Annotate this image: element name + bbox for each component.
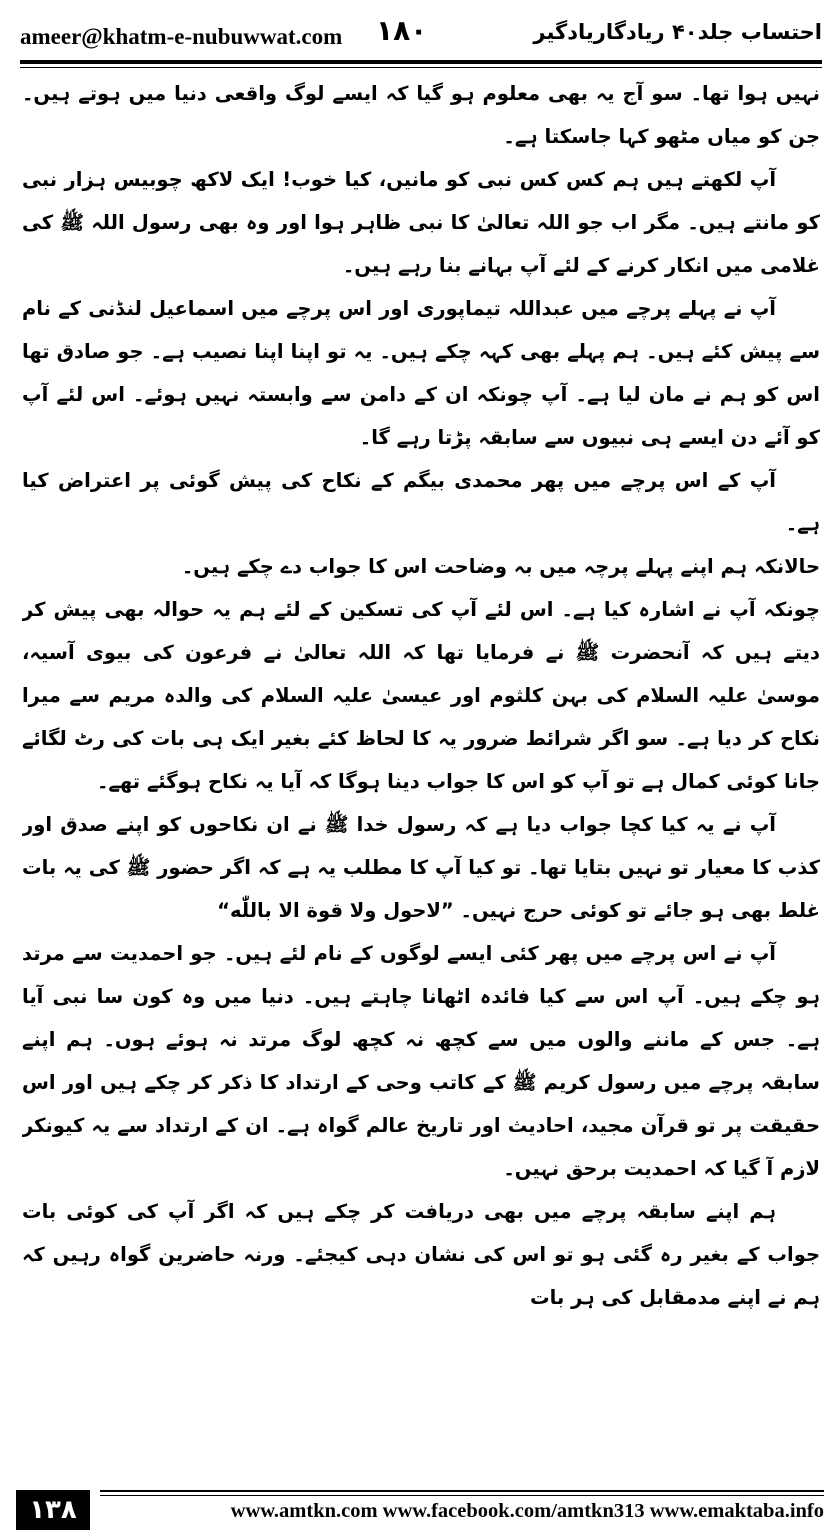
paragraph-8: آپ نے اس پرچے میں پھر کئی ایسے لوگوں کے نام لئے ہیں۔ جو احمدیت سے مرتد ہو چکے ہیں۔ آپ اس سے کیا فائدہ اٹھانا چاہتے ہیں۔ دنیا میں وہ کون سا نبی آیا ہے۔ جس کے ماننے والوں میں سے کچھ نہ کچھ لوگ مرتد نہ ہوئے ہوں۔ ہم اپنے سابقہ پرچے میں رسول کریم ﷺ کے کاتب وحی کے ارتداد کا ذکر کر چکے ہیں اور اس حقیقت پر تو قرآن مجید، احادیث اور تاریخ عالم گواہ ہے۔ ان کے ارتداد سے یہ کیونکر لازم آ گیا کہ احمدیت برحق نہیں۔ — [22, 942, 820, 1180]
paragraph-3: آپ نے پہلے پرچے میں عبداللہ تیماپوری اور اس پرچے میں اسماعیل لنڈنی کے نام سے پیش کئے ہیں۔ ہم پہلے بھی کہہ چکے ہیں۔ یہ تو اپنا اپنا نصیب ہے۔ جو صادق تھا اس کو ہم نے مان لیا ہے۔ آپ چونکہ ان کے دامن سے وابستہ نہیں ہوئے۔ اس لئے آپ کو آئے دن ایسے ہی نبیوں سے سابقہ پڑتا رہے گا۔ — [22, 297, 820, 449]
paragraph-5: حالانکہ ہم اپنے پہلے پرچہ میں بہ وضاحت اس کا جواب دے چکے ہیں۔ — [181, 555, 820, 578]
quote-text: ”لاحول ولا قوة الا باللّٰه“ — [217, 899, 454, 922]
paragraph-1: نہیں ہوا تھا۔ سو آج یہ بھی معلوم ہو گیا کہ ایسے لوگ واقعی دنیا میں ہوتے ہیں۔ جن کو میاں مٹھو کہا جاسکتا ہے۔ — [22, 82, 820, 148]
page-header — [20, 14, 822, 56]
footer-rule-thin — [100, 1495, 824, 1496]
header-email: ameer@khatm-e-nubuwwat.com — [20, 24, 343, 49]
paragraph-2: آپ لکھتے ہیں ہم کس کس نبی کو مانیں، کیا خوب! ایک لاکھ چوبیس ہزار نبی کو مانتے ہیں۔ مگر اب جو اللہ تعالیٰ کا نبی ظاہر ہوا اور وہ بھی رسول اللہ ﷺ کی غلامی میں انکار کرنے کے لئے آپ بہانے بنا رہے ہیں۔ — [22, 168, 820, 277]
paragraph-9: ہم اپنے سابقہ پرچے میں بھی دریافت کر چکے ہیں کہ اگر آپ کی کوئی بات جواب کے بغیر رہ گئی ہو تو اس کی نشان دہی کیجئے۔ ورنہ حاضرین گواہ رہیں کہ ہم نے اپنے مدمقابل کی ہر بات — [22, 1200, 820, 1309]
footer-page-number: ۱۳۸ — [16, 1490, 90, 1530]
page-body — [22, 72, 820, 1482]
footer-rule-thick — [100, 1490, 824, 1492]
header-page-number: ۱۸۰ — [376, 14, 428, 47]
page-footer — [16, 1490, 824, 1534]
header-rule-thin — [20, 67, 822, 68]
paragraph-7-text: آپ نے یہ کیا کچا جواب دیا ہے کہ رسول خدا ﷺ نے ان نکاحوں کو اپنے صدق اور کذب کا معیار تو نہیں بتایا تھا۔ تو کیا آپ کا مطلب یہ ہے کہ اگر حضور ﷺ کی یہ بات غلط بھی ہو جائے تو کوئی حرج نہیں۔ — [22, 813, 820, 922]
paragraph-4: آپ کے اس پرچے میں پھر محمدی بیگم کے نکاح کی پیش گوئی پر اعتراض کیا ہے۔ — [22, 469, 820, 535]
paragraph-6: چونکہ آپ نے اشارہ کیا ہے۔ اس لئے آپ کی تسکین کے لئے ہم یہ حوالہ بھی پیش کر دیتے ہیں کہ آنحضرت ﷺ نے فرمایا تھا کہ اللہ تعالیٰ نے فرعون کی بیوی آسیہ، موسیٰ علیہ السلام کی بہن کلثوم اور عیسیٰ علیہ السلام کی والدہ مریم سے میرا نکاح کر دیا ہے۔ سو اگر شرائط ضرور یہ کا لحاظ کئے بغیر ایک ہی بات کی رٹ لگائے جانا کوئی کمال ہے تو آپ کو اس کا جواب دینا ہوگا کہ آیا یہ نکاح ہوگئے تھے۔ — [22, 598, 820, 793]
footer-links[interactable]: www.amtkn.com www.facebook.com/amtkn313 www.emaktaba.info — [230, 1500, 824, 1522]
paragraph-7 — [22, 803, 820, 932]
header-rule-thick — [20, 60, 822, 64]
header-book-title: احتساب جلد۴۰ ریادگاریادگیر — [533, 20, 822, 44]
